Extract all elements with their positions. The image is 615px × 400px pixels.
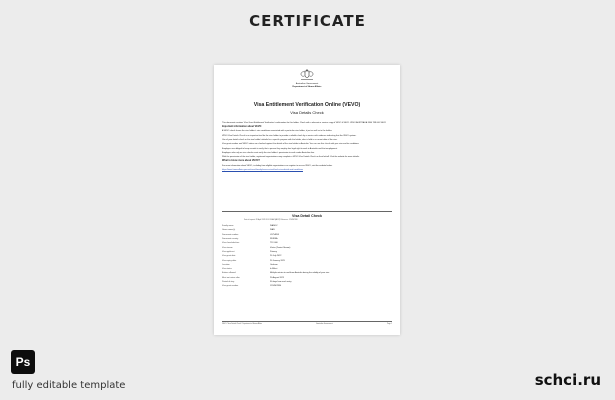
body-paragraph: With the permission of the visa holder, registered organisations may complete a VEVO Visa Details Check on their behalf. Visit the website for more details.	[222, 156, 360, 159]
row-label: Period of stay	[222, 281, 235, 283]
agency-line-1: Australian Government	[295, 83, 319, 85]
row-value: 20 August 2023	[270, 276, 284, 279]
row-label: Visa grant number	[222, 285, 239, 288]
body-paragraph: Visa grant number and VEVO status are checked against the details of the visa holder in Australia. You can use this check with your visa and its conditions.	[222, 143, 360, 146]
visa-detail-table	[222, 224, 392, 288]
section-divider	[222, 211, 392, 212]
row-value: IVANOV	[270, 225, 278, 228]
footer-left: VEVO / Visa Details Check / Department of Home Affairs	[222, 324, 263, 325]
row-label: Document number	[222, 233, 239, 236]
site-watermark: schci.ru	[534, 371, 601, 389]
more-paragraph: For more information about VEVO, including how eligible organisations can register to access VEVO, visit the website below.	[222, 164, 333, 167]
row-value: Primary	[270, 250, 277, 253]
row-value: Onshore	[270, 263, 278, 266]
row-label: Visa stream	[222, 246, 233, 249]
row-value: In Effect	[270, 268, 278, 271]
row-label: Visa status	[222, 268, 232, 271]
body-paragraph: VEVO Visa Details Check is an important tool for the visa holder to provide a reliable check by a service with evidence indicating that the VEVO system.	[222, 134, 357, 137]
visa-detail-check-title: Visa Detail Check	[292, 214, 322, 218]
more-heading: What to know more about VEVO?	[222, 159, 260, 163]
row-value: 1234567890	[270, 285, 282, 288]
row-label: Given name(s)	[222, 229, 236, 232]
agency-name	[214, 83, 400, 89]
body-paragraph: Employers who rely on visa checks must verify the visa holder's permission to work under Australian law.	[222, 151, 315, 154]
row-value: IVAN	[270, 229, 275, 232]
page-title: CERTIFICATE	[249, 12, 366, 30]
table-row	[222, 284, 392, 288]
important-heading: Important information about VEVO	[222, 125, 262, 129]
row-value: TR / 600	[270, 242, 278, 245]
info-link[interactable]: https://immi.homeaffairs.gov.au/visas/already-have-a-visa/check-visa-details-and-conditions	[222, 168, 303, 171]
request-note: Date of request: 28 April 2023 09:52:36 AM (AEST) Reference: 1234567890	[244, 220, 298, 221]
body-paragraph: A VEVO check shows the visa holder's visa conditions associated with a particular visa holder, it just as well as to the holder.	[222, 130, 332, 133]
footer-right: Page 1	[386, 324, 392, 325]
photoshop-icon	[11, 350, 35, 374]
row-value: Visitor (Tourist Stream)	[270, 246, 291, 249]
photoshop-icon-label: Ps	[15, 355, 31, 369]
row-label: Location	[222, 263, 230, 266]
agency-line-2: Department of Home Affairs	[292, 85, 322, 88]
row-label: Visa class/subclass	[222, 242, 240, 245]
row-label: Entries allowed	[222, 272, 236, 275]
body-paragraph: Use of your details check or the visa holder's details for a specific purpose with the holder, who is held in a current date of the visa.	[222, 138, 338, 141]
document-body	[222, 122, 392, 173]
row-label: Visa applicant	[222, 250, 235, 253]
certificate-document	[214, 65, 400, 335]
row-value: Multiple entries to and from Australia during the validity of your visa	[270, 272, 330, 275]
footer-center: Australian Government	[316, 324, 333, 325]
row-value: 90 days from each entry	[270, 281, 292, 283]
body-paragraph: Employers are obliged to keep records to verify that a person they employ has legal right to work in Australia and that employment.	[222, 147, 338, 150]
intro-paragraph: This document contains 'Visa Grant Entitlement Verification' confirmation for this holder. Check with a relevant or service copy of VEVO if VEVO. VEVO AUSTRALIA 1800 788 000 VEVO	[222, 122, 387, 124]
document-footer	[222, 324, 392, 325]
footer-divider	[222, 321, 392, 322]
row-value: RUSSIA	[270, 238, 278, 241]
row-label: Must not arrive after	[222, 276, 240, 279]
row-label: Visa expiry date	[222, 259, 237, 262]
row-label: Family name	[222, 225, 234, 228]
row-value: 20 July 2022	[270, 255, 282, 258]
row-value: L9754658	[270, 233, 279, 236]
row-value: 20 January 2025	[270, 259, 285, 262]
row-label: Visa grant date	[222, 255, 236, 258]
coat-of-arms-icon	[298, 69, 316, 81]
editable-template-label: fully editable template	[12, 380, 126, 391]
document-subtitle: Visa Details Check	[290, 110, 324, 115]
document-title: Visa Entitlement Verification Online (VEVO)	[253, 102, 361, 108]
row-label: Document country	[222, 238, 239, 241]
